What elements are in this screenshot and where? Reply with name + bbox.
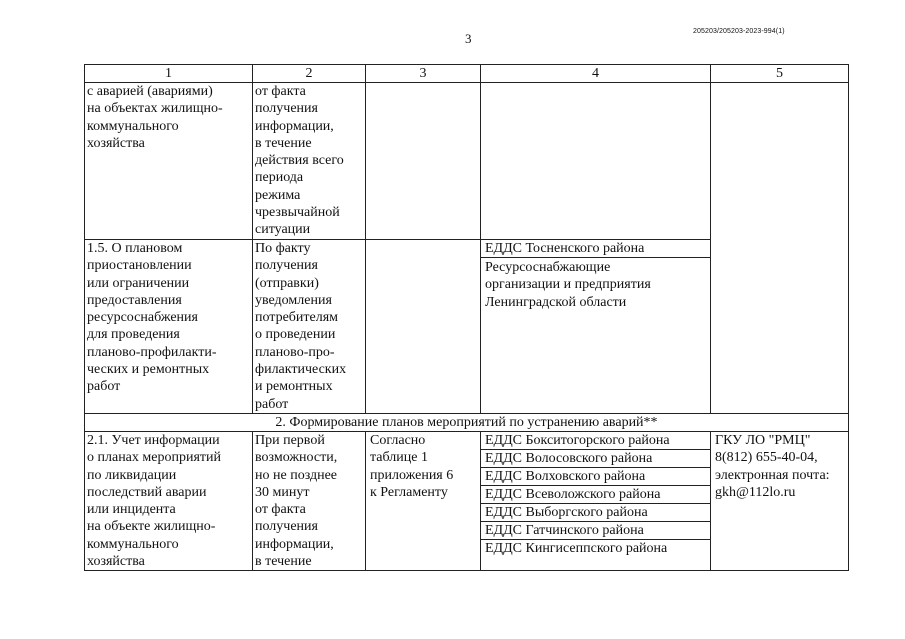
section-heading-row (85, 413, 849, 431)
text-line: 8(812) 655-40-04, (715, 450, 818, 466)
cell-form (366, 83, 481, 240)
text-line: режима (255, 187, 301, 203)
text-line: чрезвычайной (255, 205, 340, 221)
text-line: приложения 6 (370, 467, 454, 483)
text-line: ресурсоснабжения (87, 310, 198, 326)
text-line: ГКУ ЛО "РМЦ" (715, 432, 811, 448)
text-line: По факту (255, 241, 311, 256)
text-line: ческих и ремонтных (87, 362, 210, 378)
text-line: Ленинградской области (485, 294, 627, 310)
cell-recipients (481, 240, 711, 414)
cell-deadline (253, 240, 366, 414)
page-number: 3 (465, 31, 472, 46)
cell-contact (711, 431, 849, 570)
text-line: 2.1. Учет информации (87, 432, 220, 448)
text-line: на объектах жилищно- (87, 101, 223, 117)
col-header-5: 5 (711, 65, 849, 83)
text-line: но не позднее (255, 467, 338, 483)
regulation-table (84, 64, 849, 571)
cell-contact (711, 83, 849, 414)
text-line: о проведении (255, 327, 336, 343)
text-line: информации, (255, 536, 334, 552)
section-title: 2. Формирование планов мероприятий по устранению аварий** (85, 413, 849, 431)
text-line: последствий аварии (87, 484, 207, 500)
text-line: в течение (255, 135, 312, 151)
text-line: 30 минут (255, 484, 310, 500)
text-line: от факта (255, 502, 306, 518)
text-line: получения (255, 258, 318, 274)
text-line: ситуации (255, 222, 311, 238)
text-line: организации и предприятия (485, 277, 651, 293)
text-line: Согласно (370, 432, 426, 448)
table-row-continuation (85, 83, 849, 240)
list-item: ЕДДС Всеволожского района (481, 485, 710, 503)
list-item: ЕДДС Выборгского района (481, 503, 710, 521)
text-line: по ликвидации (87, 467, 177, 483)
text-line: предоставления (87, 292, 182, 308)
text-line: работ (87, 379, 121, 395)
text-line: Ресурсоснабжающие (485, 260, 611, 275)
text-line: коммунального (87, 118, 179, 134)
text-line: к Регламенту (370, 484, 448, 500)
text-line: хозяйства (87, 554, 145, 570)
text-line: от факта (255, 84, 306, 99)
text-line: с аварией (авариями) (87, 84, 213, 99)
list-item: ЕДДС Волосовского района (481, 449, 710, 467)
text-line: периода (255, 170, 304, 186)
text-line: потребителям (255, 310, 339, 326)
recipient-list (481, 240, 710, 311)
text-line: на объекте жилищно- (87, 519, 216, 535)
text-line: (отправки) (255, 275, 319, 291)
text-line: или ограничении (87, 275, 190, 291)
text-line: действия всего (255, 153, 344, 169)
list-item: ЕДДС Кингисеппского района (485, 540, 668, 556)
cell-recipients (481, 431, 711, 570)
col-header-4: 4 (481, 65, 711, 83)
table-row-2-1 (85, 431, 849, 570)
text-line: уведомления (255, 292, 332, 308)
text-line: филактических (255, 362, 347, 378)
cell-description (85, 431, 253, 570)
cell-recipients (481, 83, 711, 240)
list-item: ЕДДС Бокситогорского района (481, 432, 710, 450)
list-item: ЕДДС Волховского района (481, 467, 710, 485)
col-header-2: 2 (253, 65, 366, 83)
text-line: возможности, (255, 450, 338, 466)
text-line: работ (255, 396, 289, 412)
cell-deadline (253, 83, 366, 240)
text-line: информации, (255, 118, 334, 134)
list-item: ЕДДС Тосненского района (481, 240, 710, 258)
column-number-row (85, 65, 849, 83)
list-item (481, 258, 710, 311)
col-header-3: 3 (366, 65, 481, 83)
text-line: в течение (255, 554, 312, 570)
text-line: приостановлении (87, 258, 192, 274)
text-line: электронная почта: (715, 467, 830, 483)
cell-description (85, 83, 253, 240)
text-line: планово-профилакти- (87, 344, 217, 360)
text-line: о планах мероприятий (87, 450, 221, 466)
recipient-list (481, 432, 710, 557)
text-line: gkh@112lo.ru (715, 484, 796, 500)
text-line: 1.5. О плановом (87, 241, 183, 256)
cell-description (85, 240, 253, 414)
text-line: хозяйства (87, 135, 145, 151)
col-header-1: 1 (85, 65, 253, 83)
text-line: планово-про- (255, 344, 335, 360)
text-line: получения (255, 101, 318, 117)
list-item: ЕДДС Гатчинского района (481, 521, 710, 539)
cell-deadline (253, 431, 366, 570)
cell-form (366, 431, 481, 570)
text-line: таблице 1 (370, 450, 428, 466)
text-line: и ремонтных (255, 379, 333, 395)
text-line: или инцидента (87, 502, 176, 518)
text-line: получения (255, 519, 318, 535)
text-line: для проведения (87, 327, 180, 343)
text-line: При первой (255, 432, 325, 448)
document-id: 205203/205203-2023-994(1) (693, 28, 785, 35)
cell-form (366, 240, 481, 414)
text-line: коммунального (87, 536, 179, 552)
